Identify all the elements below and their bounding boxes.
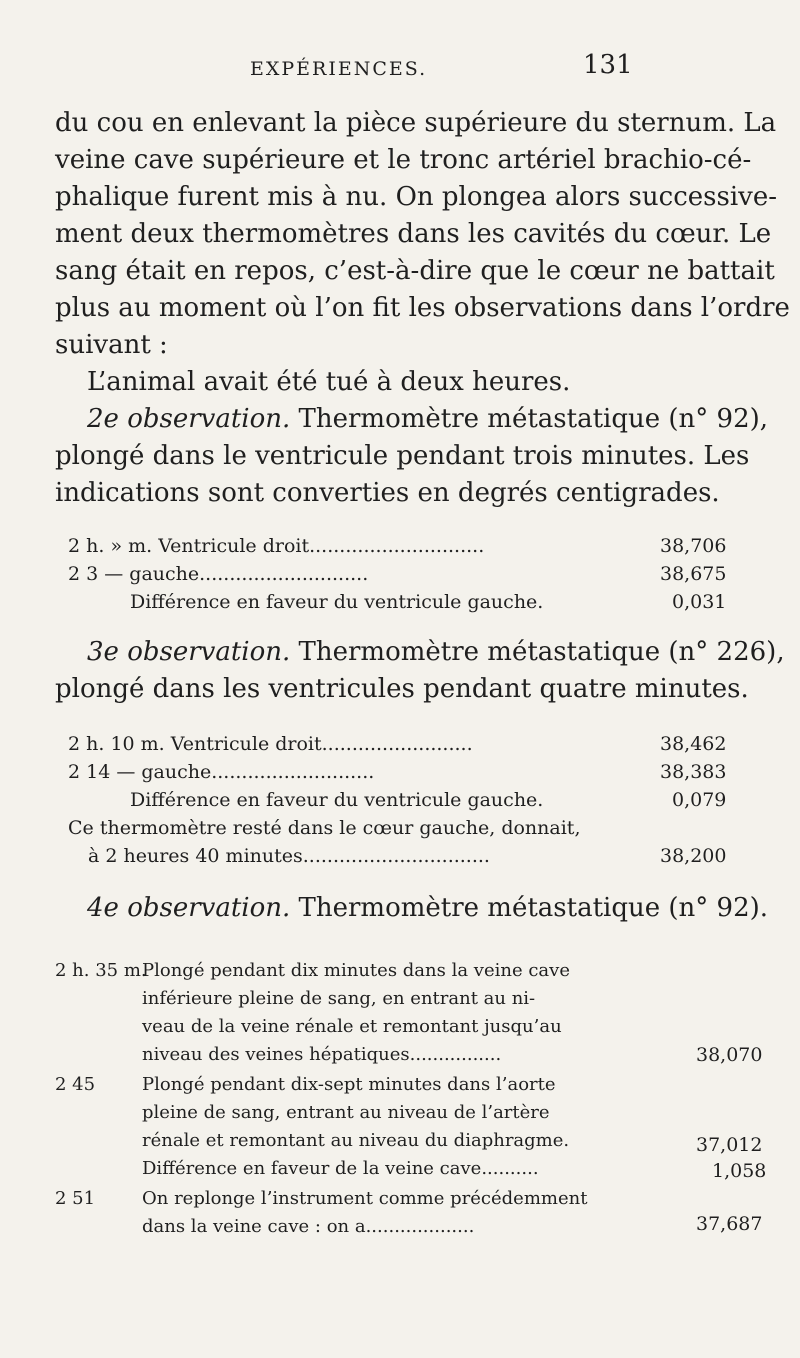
data-row-label: Ce thermomètre resté dans le cœur gauche, donnait, — [68, 817, 581, 839]
text-line: indications sont converties en degrés centigrades. — [55, 478, 720, 508]
entry-time: 2 45 — [55, 1074, 96, 1095]
data-row-label: à 2 heures 40 minutes............................... — [88, 845, 490, 867]
entry-time: 2 51 — [55, 1188, 96, 1209]
text-line: plus au moment où l’on fit les observations dans l’ordre — [55, 293, 790, 323]
entry-text: Plongé pendant dix minutes dans la veine cave — [142, 960, 570, 981]
entry-text: niveau des veines hépatiques................ — [142, 1044, 502, 1065]
entry-value: 37,687 — [696, 1213, 763, 1235]
text-line: plongé dans les ventricules pendant quatre minutes. — [55, 674, 749, 704]
observation-3-heading — [87, 637, 785, 667]
data-row-value: 38,200 — [660, 845, 727, 867]
observation-text: Thermomètre métastatique (n° 92), — [298, 404, 769, 434]
data-row-label: 2 h. » m. Ventricule droit............................. — [68, 535, 485, 557]
data-row-label: 2 3 — gauche............................ — [68, 563, 369, 585]
entry-text: veau de la veine rénale et remontant jusqu’au — [142, 1016, 562, 1037]
observation-label: 3e observation. — [87, 637, 291, 667]
entry-text: Plongé pendant dix-sept minutes dans l’aorte — [142, 1074, 556, 1095]
data-row-value: 0,031 — [672, 591, 727, 613]
text-line: plongé dans le ventricule pendant trois minutes. Les — [55, 441, 750, 471]
observation-label: 2e observation. — [87, 404, 291, 434]
entry-text: dans la veine cave : on a................... — [142, 1216, 475, 1237]
observation-4-heading — [87, 893, 768, 923]
entry-value: 38,070 — [696, 1044, 763, 1066]
data-row-value: 38,675 — [660, 563, 727, 585]
entry-text: Différence en faveur de la veine cave.......... — [142, 1158, 539, 1179]
entry-text: pleine de sang, entrant au niveau de l’artère — [142, 1102, 550, 1123]
entry-text: On replonge l’instrument comme précédemment — [142, 1188, 588, 1209]
text-line: ment deux thermomètres dans les cavités du cœur. Le — [55, 219, 772, 249]
observation-2-heading — [87, 404, 768, 434]
data-row-label: 2 h. 10 m. Ventricule droit......................... — [68, 733, 473, 755]
text-line: veine cave supérieure et le tronc artériel brachio-cé- — [55, 145, 752, 175]
text-line: sang était en repos, c’est-à-dire que le cœur ne battait — [55, 256, 775, 286]
data-row-value: 0,079 — [672, 789, 727, 811]
observation-text: Thermomètre métastatique (n° 92). — [298, 893, 769, 923]
entry-value: 1,058 — [712, 1160, 767, 1182]
text-line: L’animal avait été tué à deux heures. — [87, 367, 571, 397]
data-row-label: Différence en faveur du ventricule gauche. — [130, 789, 544, 811]
data-row-label: 2 14 — gauche........................... — [68, 761, 375, 783]
text-line: suivant : — [55, 330, 168, 360]
page-number: 131 — [583, 50, 633, 80]
text-line: du cou en enlevant la pièce supérieure du sternum. La — [55, 108, 777, 138]
entry-text: rénale et remontant au niveau du diaphragme. — [142, 1130, 570, 1151]
entry-value: 37,012 — [696, 1134, 763, 1156]
data-row-value: 38,383 — [660, 761, 727, 783]
entry-time: 2 h. 35 m. — [55, 960, 147, 981]
data-row-value: 38,706 — [660, 535, 727, 557]
text-line: phalique furent mis à nu. On plongea alors successive- — [55, 182, 778, 212]
running-header: EXPÉRIENCES. — [250, 58, 428, 80]
data-row-value: 38,462 — [660, 733, 727, 755]
entry-text: inférieure pleine de sang, en entrant au ni- — [142, 988, 536, 1009]
observation-text: Thermomètre métastatique (n° 226), — [298, 637, 785, 667]
data-row-label: Différence en faveur du ventricule gauche. — [130, 591, 544, 613]
observation-label: 4e observation. — [87, 893, 291, 923]
